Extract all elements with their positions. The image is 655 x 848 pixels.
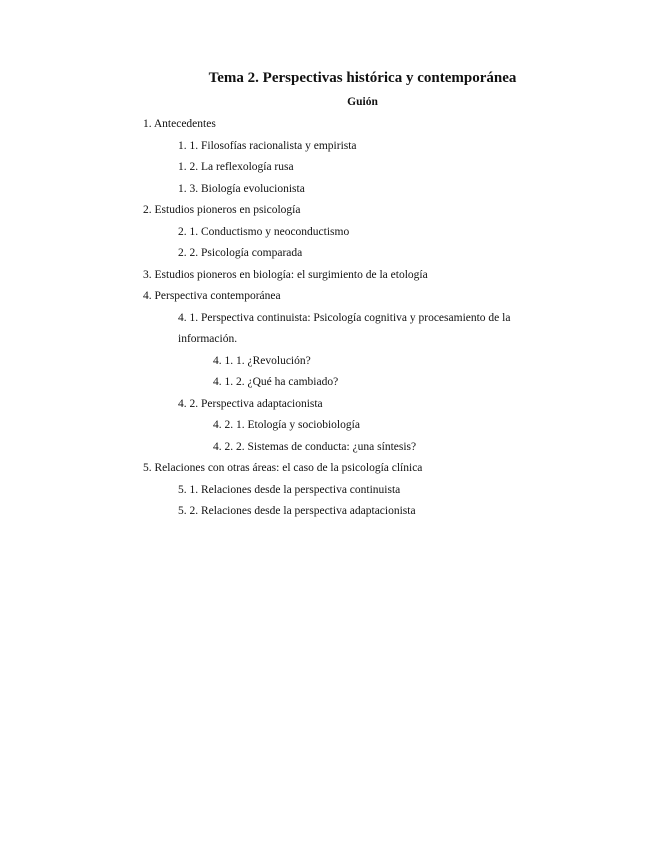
document-title: Tema 2. Perspectivas histórica y contemporánea [208, 70, 517, 86]
outline-item: 1. 3. Biología evolucionista [178, 182, 305, 195]
outline-item: 4. 1. 1. ¿Revolución? [213, 354, 311, 367]
outline-item: 5. 1. Relaciones desde la perspectiva continuista [178, 483, 401, 496]
outline-item: 4. 2. 1. Etología y sociobiología [213, 419, 360, 431]
outline-item: 2. 1. Conductismo y neoconductismo [178, 225, 350, 238]
document-subtitle: Guión [347, 96, 378, 108]
outline-item: 4. 2. Perspectiva adaptacionista [178, 397, 323, 410]
outline-item: 4. 2. 2. Sistemas de conducta: ¿una síntesis? [213, 440, 417, 453]
outline-item: información. [178, 333, 238, 345]
outline-item: 1. 1. Filosofías racionalista y empirista [178, 139, 357, 152]
outline-item: 5. Relaciones con otras áreas: el caso de la psicología clínica [143, 462, 423, 474]
outline-item: 4. 1. 2. ¿Qué ha cambiado? [213, 376, 339, 388]
outline-item: 3. Estudios pioneros en biología: el surgimiento de la etología [143, 268, 428, 281]
outline-item: 1. 2. La reflexología rusa [178, 161, 294, 173]
outline-item: 5. 2. Relaciones desde la perspectiva adaptacionista [178, 505, 416, 517]
outline-item: 2. 2. Psicología comparada [178, 247, 303, 259]
outline-item: 4. Perspectiva contemporánea [143, 290, 281, 302]
outline-item: 1. Antecedentes [143, 118, 216, 130]
outline-item: 4. 1. Perspectiva continuista: Psicología cognitiva y procesamiento de la [178, 311, 511, 324]
outline-item: 2. Estudios pioneros en psicología [143, 204, 301, 216]
